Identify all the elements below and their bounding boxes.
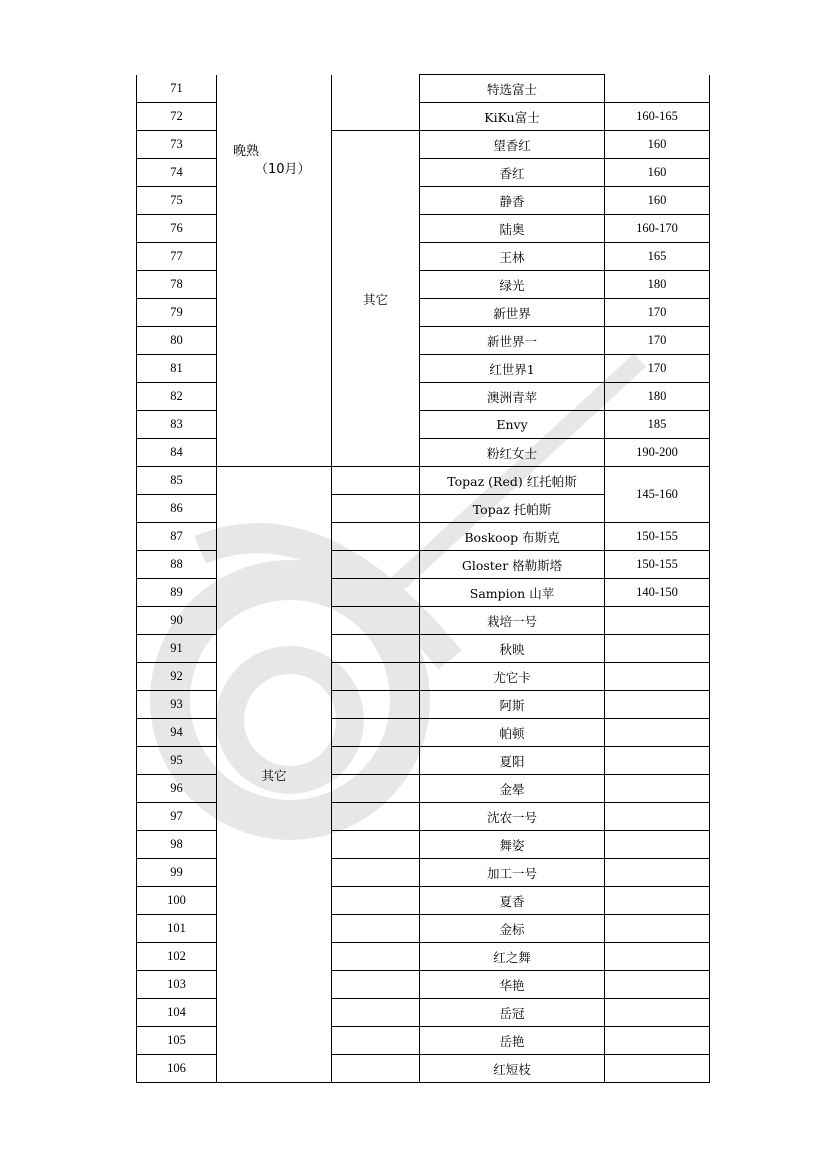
variety-name: 红短枝 [420,1055,605,1083]
row-number: 77 [137,243,217,271]
variety-name: 岳艳 [420,1027,605,1055]
subcategory-cell [332,971,420,999]
row-number: 82 [137,383,217,411]
subcategory-cell [332,75,420,131]
variety-table-body [137,75,710,1083]
subcategory-cell [332,467,420,495]
fruit-weight: 160 [605,131,710,159]
fruit-weight [605,831,710,859]
variety-name: 静香 [420,187,605,215]
subcategory-cell [332,551,420,579]
fruit-weight: 185 [605,411,710,439]
subcategory-cell [332,719,420,747]
fruit-weight: 190-200 [605,439,710,467]
fruit-weight: 170 [605,299,710,327]
fruit-weight: 140-150 [605,579,710,607]
variety-name: 栽培一号 [420,607,605,635]
row-number: 88 [137,551,217,579]
row-number: 98 [137,831,217,859]
subcategory-other: 其它 [332,131,420,467]
row-number: 92 [137,663,217,691]
fruit-weight [605,75,710,103]
subcategory-cell [332,663,420,691]
variety-name: 特选富士 [420,75,605,103]
fruit-weight: 170 [605,327,710,355]
row-number: 75 [137,187,217,215]
subcategory-cell [332,915,420,943]
subcategory-cell [332,607,420,635]
subcategory-cell [332,691,420,719]
row-number: 91 [137,635,217,663]
variety-name: 新世界一 [420,327,605,355]
row-number: 95 [137,747,217,775]
variety-name: 华艳 [420,971,605,999]
subcategory-cell [332,1055,420,1083]
fruit-weight [605,1055,710,1083]
row-number: 85 [137,467,217,495]
subcategory-cell [332,887,420,915]
row-number: 100 [137,887,217,915]
row-number: 101 [137,915,217,943]
subcategory-cell [332,859,420,887]
fruit-weight [605,691,710,719]
row-number: 93 [137,691,217,719]
fruit-weight: 165 [605,243,710,271]
fruit-weight: 170 [605,355,710,383]
variety-name: 王林 [420,243,605,271]
fruit-weight: 180 [605,271,710,299]
row-number: 102 [137,943,217,971]
variety-name: Boskoop 布斯克 [420,523,605,551]
variety-name: 舞姿 [420,831,605,859]
row-number: 104 [137,999,217,1027]
group-sub-label: （10月） [255,161,311,177]
row-number: 73 [137,131,217,159]
variety-name: 夏香 [420,887,605,915]
fruit-weight: 180 [605,383,710,411]
fruit-weight [605,775,710,803]
variety-table [136,74,710,1083]
fruit-weight: 150-155 [605,551,710,579]
subcategory-cell [332,775,420,803]
variety-name: 尤它卡 [420,663,605,691]
fruit-weight: 160 [605,159,710,187]
fruit-weight [605,663,710,691]
variety-name: 绿光 [420,271,605,299]
row-number: 97 [137,803,217,831]
variety-name: 红之舞 [420,943,605,971]
variety-name: Topaz (Red) 红托帕斯 [420,467,605,495]
variety-name: 阿斯 [420,691,605,719]
fruit-weight: 160-165 [605,103,710,131]
group-other: 其它 [217,467,332,1083]
fruit-weight [605,887,710,915]
fruit-weight: 145-160 [605,467,710,523]
variety-name: 岳冠 [420,999,605,1027]
variety-name: 加工一号 [420,859,605,887]
row-number: 72 [137,103,217,131]
variety-name: 香红 [420,159,605,187]
fruit-weight [605,607,710,635]
variety-name: 望香红 [420,131,605,159]
row-number: 99 [137,859,217,887]
row-number: 83 [137,411,217,439]
variety-name: 陆奥 [420,215,605,243]
subcategory-cell [332,495,420,523]
fruit-weight: 160-170 [605,215,710,243]
row-number: 87 [137,523,217,551]
fruit-weight [605,719,710,747]
subcategory-cell [332,831,420,859]
row-number: 90 [137,607,217,635]
subcategory-cell [332,1027,420,1055]
subcategory-cell [332,523,420,551]
fruit-weight [605,803,710,831]
row-number: 86 [137,495,217,523]
variety-name: 红世界1 [420,355,605,383]
row-number: 103 [137,971,217,999]
variety-name: 秋映 [420,635,605,663]
fruit-weight [605,635,710,663]
variety-name: Topaz 托帕斯 [420,495,605,523]
fruit-weight [605,915,710,943]
table-row [137,467,710,495]
subcategory-cell [332,803,420,831]
fruit-weight: 160 [605,187,710,215]
variety-name: 金晕 [420,775,605,803]
fruit-weight [605,943,710,971]
variety-name: 金标 [420,915,605,943]
variety-name: KiKu富士 [420,103,605,131]
fruit-weight: 150-155 [605,523,710,551]
row-number: 71 [137,75,217,103]
fruit-weight [605,859,710,887]
variety-name: 新世界 [420,299,605,327]
row-number: 79 [137,299,217,327]
variety-name: 澳洲青苹 [420,383,605,411]
row-number: 105 [137,1027,217,1055]
row-number: 94 [137,719,217,747]
fruit-weight [605,1027,710,1055]
row-number: 89 [137,579,217,607]
table-row [137,75,710,103]
subcategory-cell [332,943,420,971]
row-number: 84 [137,439,217,467]
row-number: 81 [137,355,217,383]
subcategory-cell [332,635,420,663]
fruit-weight [605,999,710,1027]
subcategory-cell [332,747,420,775]
fruit-weight [605,971,710,999]
row-number: 106 [137,1055,217,1083]
subcategory-cell [332,579,420,607]
variety-name: Sampion 山苹 [420,579,605,607]
group-label: 晚熟 [233,143,260,159]
subcategory-cell [332,999,420,1027]
row-number: 78 [137,271,217,299]
row-number: 96 [137,775,217,803]
variety-name: Gloster 格勒斯塔 [420,551,605,579]
row-number: 80 [137,327,217,355]
variety-name: 粉红女士 [420,439,605,467]
fruit-weight [605,747,710,775]
variety-name: 帕顿 [420,719,605,747]
variety-name: 沈农一号 [420,803,605,831]
variety-name: Envy [420,411,605,439]
variety-name: 夏阳 [420,747,605,775]
group-late-ripening [217,75,332,467]
row-number: 74 [137,159,217,187]
row-number: 76 [137,215,217,243]
